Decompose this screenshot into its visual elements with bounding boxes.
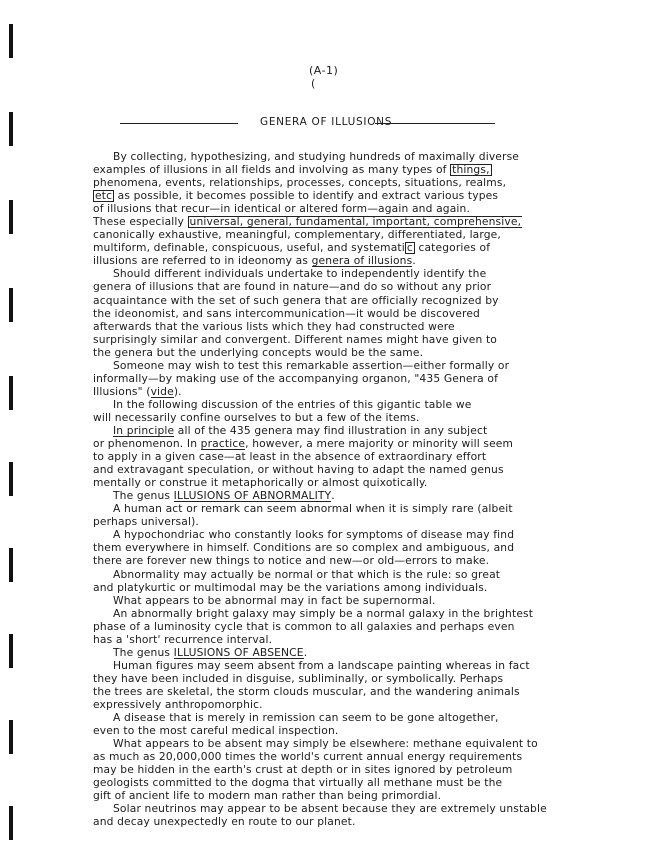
- text: acquaintance with the set of such genera that are officially recognized by: [93, 293, 499, 307]
- text-line: [93, 228, 613, 241]
- title-rule-left: [120, 123, 238, 124]
- title-rule-right: [375, 123, 495, 124]
- text-line: [93, 463, 613, 476]
- text: Illusions" (: [93, 384, 151, 398]
- text: gift of ancient life to modern man rather than being primordial.: [93, 789, 442, 803]
- underlined-term: In principle: [113, 423, 175, 437]
- text-line: [93, 737, 613, 750]
- text-line: [93, 437, 613, 450]
- text-line: [93, 320, 613, 333]
- text: mentally or construe it metaphorically or almost quixotically.: [93, 476, 428, 490]
- text-line: [93, 620, 613, 633]
- text: the genera but the underlying concepts would be the same.: [93, 345, 424, 359]
- text-line: [93, 280, 613, 293]
- text: What appears to be absent may simply be elsewhere: methane equivalent to: [113, 737, 538, 751]
- text-line: [93, 294, 613, 307]
- text: A human act or remark can seem abnormal when it is simply rare (albeit: [113, 502, 513, 516]
- text-line: [93, 176, 613, 189]
- text: Should different individuals undertake to independently identify the: [113, 267, 487, 281]
- binding-mark: [9, 634, 13, 668]
- text: .: [412, 254, 416, 268]
- text-line: [93, 267, 613, 280]
- text: Human figures may seem absent from a landscape painting whereas in fact: [113, 658, 530, 672]
- binding-mark: [9, 806, 13, 840]
- text-line: [93, 189, 613, 202]
- boxed-word: c: [406, 241, 413, 255]
- text-line: [93, 541, 613, 554]
- text-line: [93, 372, 613, 385]
- text-line: [93, 554, 613, 567]
- text: illusions are referred to in ideonomy as: [93, 254, 312, 268]
- text: to apply in a given case—at least in the absence of extraordinary effort: [93, 450, 487, 464]
- text: surprisingly similar and convergent. Different names might have given to: [93, 332, 497, 346]
- text: has a 'short' recurrence interval.: [93, 632, 273, 646]
- underlined-term: practice: [200, 437, 246, 451]
- text: all of the 435 genera may find illustration in any subject: [174, 423, 488, 437]
- text-line: [93, 763, 613, 776]
- text-line: [93, 789, 613, 802]
- text: phenomena, events, relationships, processes, concepts, situations, realms,: [93, 176, 507, 190]
- text: as much as 20,000,000 times the world's current annual energy requirements: [93, 750, 523, 764]
- text: the ideonomist, and sans intercommunication—it would be discovered: [93, 306, 480, 320]
- underlined-term: genera of illusions: [311, 254, 413, 268]
- text-line: [93, 241, 613, 254]
- boxed-word: things,: [452, 163, 490, 177]
- text-line: [93, 659, 613, 672]
- text: and extravagant speculation, or without having to adapt the named genus: [93, 463, 504, 477]
- text: Someone may wish to test this remarkable assertion—either formally or: [113, 358, 510, 372]
- underlined-term: vide: [150, 384, 174, 398]
- page-number-label: (A-1): [309, 64, 339, 77]
- text: Solar neutrinos may appear to be absent because they are extremely unstable: [113, 802, 547, 816]
- binding-mark: [9, 720, 13, 754]
- text: as possible, it becomes possible to identify and extract various types: [114, 189, 499, 203]
- text: informally—by making use of the accompanying organon, "435 Genera of: [93, 371, 499, 385]
- text-line: [93, 646, 613, 659]
- text: there are forever new things to notice and new—or old—errors to make.: [93, 554, 490, 568]
- text: The genus: [113, 489, 174, 503]
- text-line: [93, 502, 613, 515]
- genus-heading: ILLUSIONS OF ABSENCE: [173, 645, 304, 659]
- text: An abnormally bright galaxy may simply be a normal galaxy in the brightest: [113, 606, 534, 620]
- text: canonically exhaustive, meaningful, complementary, differentiated, large,: [93, 228, 501, 242]
- text: and platykurtic or multimodal may be the variations among individuals.: [93, 580, 488, 594]
- text: of illusions that recur—in identical or altered form—again and again.: [93, 202, 470, 216]
- text-line: [93, 594, 613, 607]
- text: These especially: [93, 215, 188, 229]
- text-line: [93, 476, 613, 489]
- text-line: [93, 333, 613, 346]
- text: In the following discussion of the entries of this gigantic table we: [113, 397, 472, 411]
- text: A disease that is merely in remission can seem to be gone altogether,: [113, 711, 499, 725]
- text: expressively anthropomorphic.: [93, 697, 263, 711]
- text: may be hidden in the earth's crust at depth or in sites ignored by petroleum: [93, 763, 513, 777]
- text-line: [93, 359, 613, 372]
- text-line: [93, 254, 613, 267]
- text: categories of: [414, 241, 491, 255]
- text-line: [93, 450, 613, 463]
- text-line: [93, 685, 613, 698]
- text-line: [93, 398, 613, 411]
- text-line: [93, 607, 613, 620]
- text: ).: [173, 384, 182, 398]
- text-line: [93, 581, 613, 594]
- text-line: [93, 307, 613, 320]
- text: or phenomenon. In: [93, 437, 201, 451]
- text: will necessarily confine ourselves to but a few of the items.: [93, 410, 420, 424]
- binding-mark: [9, 288, 13, 322]
- page-title: GENERA OF ILLUSIONS: [260, 116, 393, 128]
- text-line: [93, 515, 613, 528]
- text-line: [93, 568, 613, 581]
- text: What appears to be abnormal may in fact be supernormal.: [113, 593, 436, 607]
- text-line: [93, 202, 613, 215]
- title-row: [120, 116, 520, 130]
- text-line: [93, 750, 613, 763]
- text: phase of a luminosity cycle that is common to all galaxies and perhaps even: [93, 619, 515, 633]
- text: even to the most careful medical inspection.: [93, 724, 339, 738]
- text-line: [93, 724, 613, 737]
- text-line: [93, 672, 613, 685]
- binding-mark: [9, 462, 13, 496]
- text-line: [93, 633, 613, 646]
- text: the trees are skeletal, the storm clouds muscular, and the wandering animals: [93, 684, 520, 698]
- text-line: [93, 346, 613, 359]
- binding-mark: [9, 24, 13, 58]
- text: Abnormality may actually be normal or that which is the rule: so great: [113, 567, 501, 581]
- text-line: [93, 150, 613, 163]
- boxed-word: etc: [95, 189, 113, 203]
- text: afterwards that the various lists which they had constructed were: [93, 319, 455, 333]
- text-line: [93, 424, 613, 437]
- text: they have been included in disguise, subliminally, or symbolically. Perhaps: [93, 671, 504, 685]
- binding-mark: [9, 200, 13, 234]
- text: .: [303, 645, 308, 659]
- text-line: [93, 215, 613, 228]
- text: A hypochondriac who constantly looks for symptoms of disease may find: [113, 528, 515, 542]
- page-number: [309, 64, 338, 90]
- text: , however, a mere majority or minority will seem: [245, 437, 514, 451]
- text: By collecting, hypothesizing, and studying hundreds of maximally diverse: [113, 150, 520, 163]
- text: and decay unexpectedly en route to our planet.: [93, 815, 356, 829]
- text: The genus: [113, 645, 174, 659]
- text-line: [93, 163, 613, 176]
- text-line: [93, 776, 613, 789]
- text: examples of illusions in all fields and involving as many types of: [93, 163, 451, 177]
- text: multiform, definable, conspicuous, useful, and systemati: [93, 241, 405, 255]
- text-line: [93, 385, 613, 398]
- text-line: [93, 489, 613, 502]
- page-number-mark: (: [311, 77, 316, 90]
- text: .: [331, 489, 335, 503]
- text: perhaps universal).: [93, 515, 199, 529]
- text-line: [93, 411, 613, 424]
- text-line: [93, 528, 613, 541]
- document-body: [93, 150, 613, 828]
- text-line: [93, 802, 613, 815]
- text-line: [93, 815, 613, 828]
- text-line: [93, 711, 613, 724]
- binding-mark: [9, 548, 13, 582]
- genus-heading: ILLUSIONS OF ABNORMALITY: [173, 489, 332, 503]
- text: geologists committed to the dogma that virtually all methane must be the: [93, 776, 503, 790]
- text: genera of illusions that are found in nature—and do so without any prior: [93, 280, 492, 294]
- boxed-word: universal, general, fundamental, important, comprehensive,: [189, 215, 522, 229]
- binding-mark: [9, 112, 13, 146]
- text: them everywhere in himself. Conditions are so complex and ambiguous, and: [93, 541, 515, 555]
- text-line: [93, 698, 613, 711]
- binding-mark: [9, 376, 13, 410]
